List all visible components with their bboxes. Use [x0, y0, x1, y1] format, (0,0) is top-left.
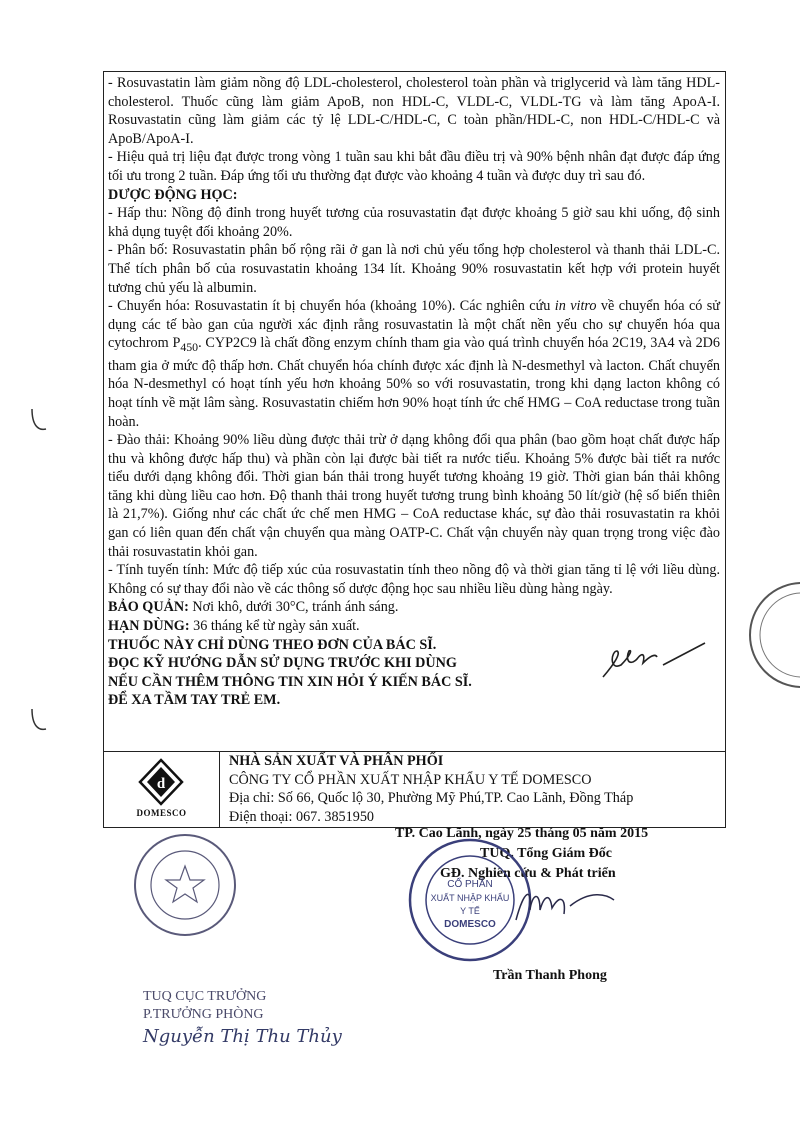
metabolism-text-a: - Chuyển hóa: Rosuvastatin ít bị chuyển hóa (khoảng 10%). Các nghiên cứu	[108, 298, 555, 315]
warning-prescription: THUỐC NÀY CHỈ DÙNG THEO ĐƠN CỦA BÁC SĨ.	[108, 636, 437, 653]
logo-name: DOMESCO	[136, 808, 187, 818]
signer-name: Trần Thanh Phong	[493, 968, 607, 983]
right-edge-seal-icon	[740, 575, 800, 695]
expiry-line	[108, 617, 720, 636]
storage-label: BẢO QUẢN:	[108, 599, 189, 616]
metabolism-italic: in vitro	[554, 298, 597, 315]
metabolism-text-c: . CYP2C9 là chất đồng enzym chính tham gia vào quá trình chuyển hóa 2C19, 3A4 và 2D6 tham gia ở mức độ thấp hơn. Chất chuyển hóa chính được xác định là N-desmethyl và lacton. Chất chuyển hóa N-desmethyl có hoạt tính yếu hơn khoảng 50% so với rosuvastatin, trong khi dạng lacton không có hoạt tính về mặt lâm sàng. Rosuvastatin chiếm hơn 90% hoạt tính ức chế HMG – CoA reductase trong tuần hoàn.	[108, 335, 720, 430]
svg-text:DOMESCO: DOMESCO	[444, 919, 496, 930]
manufacturer-title: NHÀ SẢN XUẤT VÀ PHÂN PHỐI	[229, 753, 444, 769]
svg-text:Y TẾ: Y TẾ	[460, 906, 480, 916]
svg-text:CỔ PHẦN: CỔ PHẦN	[447, 879, 493, 890]
warning-read-instructions: ĐỌC KỸ HƯỚNG DẪN SỬ DỤNG TRƯỚC KHI DÙNG	[108, 655, 457, 672]
paragraph-absorption: - Hấp thu: Nồng độ đỉnh trong huyết tương của rosuvastatin đạt được khoảng 5 giờ sau khi uống, độ sinh khả dụng tuyệt đối khoảng 20%.	[108, 205, 720, 240]
paragraph-pharmacodynamics-1: - Rosuvastatin làm giảm nồng độ LDL-cholesterol, cholesterol toàn phần và triglycerid và làm tăng HDL-cholesterol. Thuốc cũng làm giảm ApoB, non HDL-C, VLDL-C, VLDL-TG và làm tăng ApoA-I. Rosuvastatin cũng làm giảm các tỷ lệ LDL-C/HDL-C, C toàn phần/HDL-C, non HDL-C/HDL-C và ApoB/ApoA-I.	[108, 75, 720, 147]
warning-keep-from-children: ĐỂ XA TẦM TAY TRẺ EM.	[108, 692, 281, 709]
initial-signature-icon	[595, 635, 715, 690]
domesco-logo-icon	[138, 758, 184, 806]
paragraph-distribution: - Phân bố: Rosuvastatin phân bố rộng rãi ở gan là nơi chủ yếu tổng hợp cholesterol và thanh thải LDL-C. Thể tích phân bố của rosuvastatin khoảng 134 lít. Khoảng 90% rosuvastatin kết hợp với protein huyết tương chủ yếu là albumin.	[108, 242, 720, 296]
punch-mark-icon	[28, 405, 48, 435]
authority-line-2: P.TRƯỞNG PHÒNG	[143, 1007, 264, 1022]
place-date: TP. Cao Lãnh, ngày 25 tháng 05 năm 2015	[395, 826, 649, 841]
signature-role-1: TUQ. Tổng Giám Đốc	[480, 846, 612, 861]
company-address: Địa chỉ: Số 66, Quốc lộ 30, Phường Mỹ Phú,TP. Cao Lãnh, Đồng Tháp	[229, 790, 634, 807]
company-info	[229, 752, 633, 826]
paragraph-linearity: - Tính tuyến tính: Mức độ tiếp xúc của rosuvastatin tính theo nồng độ và thời gian tăng tỉ lệ với liều dùng. Không có sự thay đổi nào về các thông số dược động học sau nhiều liều dùng hàng ngày.	[108, 562, 720, 597]
company-name: CÔNG TY CỔ PHẦN XUẤT NHẬP KHẨU Y TẾ DOMESCO	[229, 771, 592, 788]
svg-text:d: d	[156, 776, 166, 792]
heading-pharmacokinetics: DƯỢC ĐỘNG HỌC:	[108, 186, 238, 203]
domesco-logo	[104, 752, 220, 827]
director-signature-icon	[510, 880, 620, 940]
expiry-label: HẠN DÙNG:	[108, 618, 190, 635]
manufacturer-box	[103, 751, 726, 828]
authority-signature	[143, 988, 342, 1046]
storage-line	[108, 598, 720, 617]
warning-ask-doctor: NẾU CẦN THÊM THÔNG TIN XIN HỎI Ý KIẾN BÁC SĨ.	[108, 673, 472, 690]
authority-name: Nguyễn Thị Thu Thủy	[143, 1026, 342, 1047]
document-body	[108, 74, 720, 710]
paragraph-pharmacodynamics-2: - Hiệu quả trị liệu đạt được trong vòng 1 tuần sau khi bắt đầu điều trị và 90% bệnh nhân đạt được đáp ứng tối ưu trong 2 tuần. Đáp ứng tối ưu thường đạt được vào khoảng 4 tuần và được duy trì sau đó.	[108, 149, 720, 184]
metabolism-text-b: về chuyển hóa có sử dụng các tế bào gan của người xác định rằng rosuvastatin là một chất nền yếu cho sự chuyển hóa qua cytochrom P	[108, 298, 720, 352]
storage-text: Nơi khô, dưới 30°C, tránh ánh sáng.	[188, 599, 399, 616]
company-phone: Điện thoại: 067. 3851950	[229, 808, 375, 825]
authority-line-1: TUQ CỤC TRƯỞNG	[143, 989, 267, 1004]
signature-role-2: GĐ. Nghiên cứu & Phát triển	[440, 866, 616, 881]
paragraph-elimination: - Đào thải: Khoảng 90% liều dùng được thải trừ ở dạng không đổi qua phân (bao gồm hoạt chất được hấp thu và không được hấp thu) và phần còn lại được bài tiết ra nước tiểu. Khoảng 5% được bài tiết ra nước tiểu dưới dạng không đổi. Thời gian bán thải trong huyết tương khoảng 19 giờ. Thời gian bán thải không tăng khi dùng liều cao hơn. Độ thanh thải trong huyết tương trung bình khoảng 50 lít/giờ (hệ số biến thiên là 21,7%). Giống như các chất ức chế men HMG – CoA reductase khác, sự đào thải rosuvastatin ra khỏi gan có liên quan đến chất vận chuyển qua màng OATP-C. Chất vận chuyển này quan trọng trong việc đào thải rosuvastatin khỏi gan.	[108, 432, 720, 560]
metabolism-subscript: 450	[180, 340, 199, 355]
authority-stamp-icon	[130, 830, 240, 940]
punch-mark-icon	[28, 705, 48, 735]
expiry-text: 36 tháng kể từ ngày sản xuất.	[189, 618, 360, 635]
svg-text:XUẤT NHẬP KHẨU: XUẤT NHẬP KHẨU	[430, 893, 510, 903]
paragraph-metabolism	[108, 297, 720, 431]
